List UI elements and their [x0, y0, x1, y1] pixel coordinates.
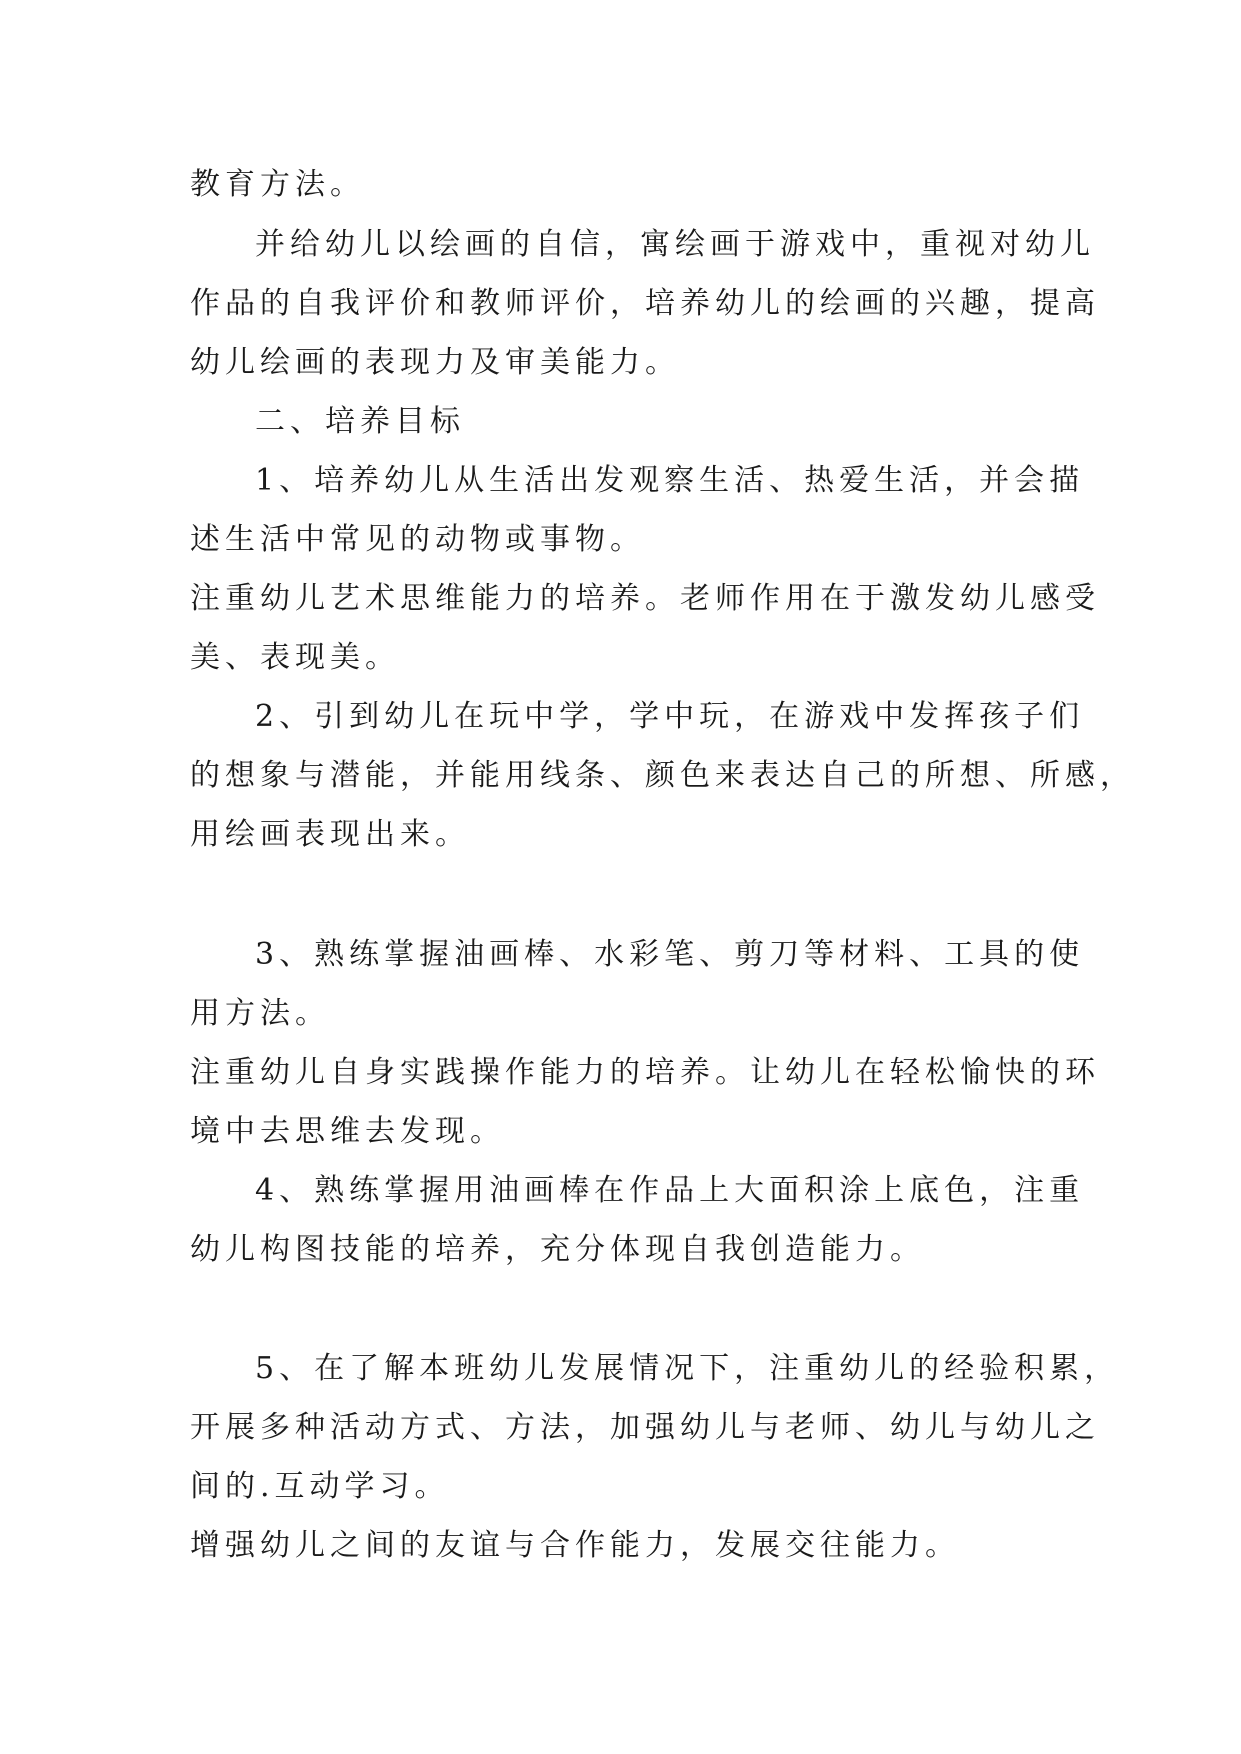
text-line: 3、熟练掌握油画棒、水彩笔、剪刀等材料、工具的使: [255, 937, 1085, 972]
text-line: 注重幼儿艺术思维能力的培养。老师作用在于激发幼儿感受: [190, 581, 1100, 616]
text-line: 述生活中常见的动物或事物。: [190, 522, 645, 557]
text-line: 用绘画表现出来。: [190, 817, 470, 852]
text-line: 境中去思维去发现。: [190, 1114, 505, 1149]
text-line: 1、培养幼儿从生活出发观察生活、热爱生活，并会描: [255, 463, 1085, 498]
text-line: 增强幼儿之间的友谊与合作能力，发展交往能力。: [190, 1528, 960, 1563]
text-line: 作品的自我评价和教师评价，培养幼儿的绘画的兴趣，提高: [190, 286, 1100, 321]
text-line: 的想象与潜能，并能用线条、颜色来表达自己的所想、所感，: [190, 758, 1135, 793]
text-line: 4、熟练掌握用油画棒在作品上大面积涂上底色，注重: [255, 1173, 1085, 1208]
text-line: 开展多种活动方式、方法，加强幼儿与老师、幼儿与幼儿之: [190, 1410, 1100, 1445]
text-line: 并给幼儿以绘画的自信，寓绘画于游戏中，重视对幼儿: [255, 227, 1095, 262]
text-line: 教育方法。: [190, 167, 365, 202]
text-line: 幼儿构图技能的培养，充分体现自我创造能力。: [190, 1232, 925, 1267]
text-line: 2、引到幼儿在玩中学，学中玩，在游戏中发挥孩子们: [255, 699, 1085, 734]
text-line: 用方法。: [190, 996, 330, 1031]
section-heading: 二、培养目标: [255, 404, 465, 439]
text-line: 美、表现美。: [190, 640, 400, 675]
text-line: 幼儿绘画的表现力及审美能力。: [190, 345, 680, 380]
text-line: 5、在了解本班幼儿发展情况下，注重幼儿的经验积累，: [255, 1351, 1120, 1386]
text-line: 注重幼儿自身实践操作能力的培养。让幼儿在轻松愉快的环: [190, 1055, 1100, 1090]
text-line: 间的.互动学习。: [190, 1469, 450, 1504]
